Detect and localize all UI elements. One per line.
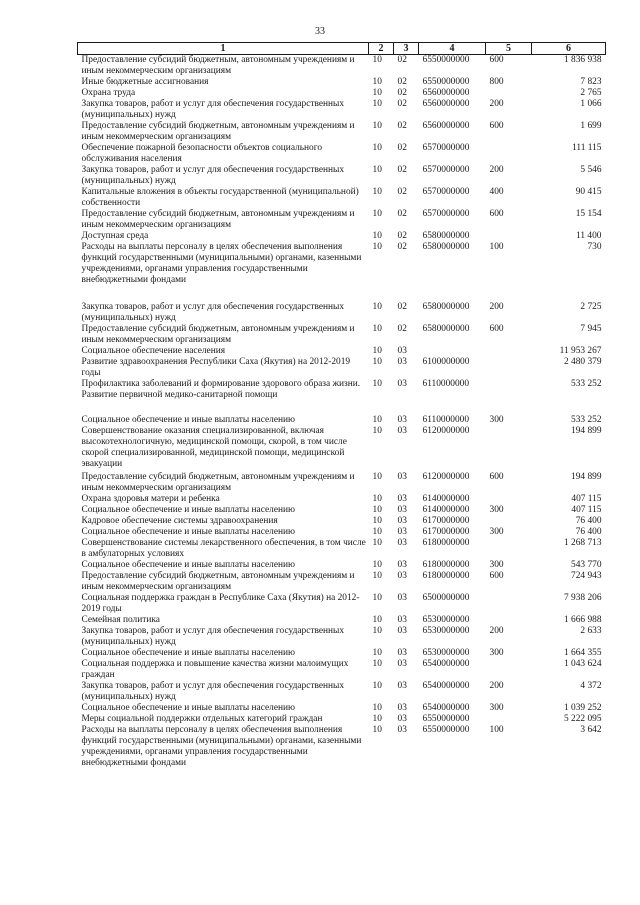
header-col-6: 6: [532, 43, 606, 55]
subsection-cell: 02: [397, 121, 407, 131]
subsection-cell: 03: [397, 560, 407, 570]
name-cell: Социальная поддержка граждан в Республике Саха (Якутия) на 2012-2019 годы: [81, 593, 360, 614]
section-cell: 10: [372, 703, 382, 713]
subsection-cell: 02: [397, 231, 407, 241]
name-cell: Расходы на выплаты персоналу в целях обеспечения выполнения функций государственными (муниципальными) органами, казенными учреждениями, органами управления государственными внебюджетными фондами: [81, 242, 362, 285]
target-article-cell: 6500000000: [422, 593, 470, 603]
amount-cell: 76 400: [575, 516, 602, 526]
name-cell: Меры социальной поддержки отдельных категорий граждан: [81, 714, 323, 724]
subsection-cell: 02: [397, 88, 407, 98]
section-cell: 10: [372, 165, 382, 175]
amount-cell: 15 154: [575, 209, 602, 219]
name-cell: Социальное обеспечение и иные выплаты населению: [81, 415, 296, 425]
table-row: [78, 703, 606, 714]
section-cell: 10: [372, 615, 382, 625]
target-article-cell: 6580000000: [422, 324, 470, 334]
table-row: [78, 472, 606, 494]
expense-type-cell: [486, 143, 532, 165]
expense-type-cell: 300: [489, 648, 504, 658]
section-cell: 10: [372, 527, 382, 537]
name-cell: Предоставление субсидий бюджетным, автономным учреждениям и иным некоммерческим организациям: [81, 324, 355, 345]
target-article-cell: 6550000000: [422, 725, 470, 735]
target-article-cell: 6110000000: [422, 415, 470, 425]
expense-type-cell: 300: [489, 415, 504, 425]
target-article-cell: 6550000000: [422, 714, 470, 724]
section-cell: 10: [372, 626, 382, 636]
target-article-cell: 6530000000: [422, 615, 470, 625]
name-cell: Предоставление субсидий бюджетным, автономным учреждениям и иным некоммерческим организациям: [81, 209, 355, 230]
amount-cell: 1 043 624: [564, 659, 602, 669]
amount-cell: 2 480 379: [564, 357, 602, 367]
subsection-cell: 02: [397, 242, 407, 252]
name-cell: Закупка товаров, работ и услуг для обеспечения государственных (муниципальных) нужд: [81, 165, 345, 186]
table-row: [78, 648, 606, 659]
header-col-3: 3: [394, 43, 419, 55]
table-row: [78, 571, 606, 593]
table-row: [78, 88, 606, 99]
expense-type-cell: [486, 659, 532, 681]
target-article-cell: 6570000000: [422, 209, 470, 219]
name-cell: Предоставление субсидий бюджетным, автономным учреждениям и иным некоммерческим организациям: [81, 55, 355, 76]
target-article-cell: 6180000000: [422, 571, 470, 581]
subsection-cell: 03: [397, 659, 407, 669]
expense-type-cell: [486, 593, 532, 615]
target-article-cell: 6530000000: [422, 626, 470, 636]
subsection-cell: 03: [397, 725, 407, 735]
amount-cell: 724 943: [571, 571, 602, 581]
section-cell: 10: [372, 302, 382, 312]
subsection-cell: 03: [397, 357, 407, 367]
expense-type-cell: 300: [489, 527, 504, 537]
subsection-cell: 03: [397, 538, 407, 548]
table-row: [78, 165, 606, 187]
section-cell: 10: [372, 714, 382, 724]
amount-cell: 2 765: [580, 88, 602, 98]
subsection-cell: 03: [397, 571, 407, 581]
amount-cell: 76 400: [575, 527, 602, 537]
table-row: [78, 77, 606, 88]
expense-type-cell: 600: [489, 571, 504, 581]
expense-type-cell: [486, 714, 532, 725]
amount-cell: 3 642: [580, 725, 602, 735]
table-body: [78, 55, 606, 772]
section-cell: 10: [372, 593, 382, 603]
name-cell: Развитие здравоохранения Республики Саха (Якутия) на 2012-2019 годы: [81, 357, 351, 378]
table-row: [78, 681, 606, 703]
target-article-cell: 6140000000: [422, 494, 470, 504]
expense-type-cell: [486, 231, 532, 242]
section-cell: 10: [372, 659, 382, 669]
target-article-cell: 6170000000: [422, 516, 470, 526]
subsection-cell: 03: [397, 494, 407, 504]
name-cell: Предоставление субсидий бюджетным, автономным учреждениям и иным некоммерческим организациям: [81, 571, 355, 592]
subsection-cell: 03: [397, 415, 407, 425]
name-cell: Закупка товаров, работ и услуг для обеспечения государственных (муниципальных) нужд: [81, 302, 345, 323]
subsection-cell: 03: [397, 379, 407, 389]
subsection-cell: 03: [397, 593, 407, 603]
name-cell: Обеспечение пожарной безопасности объектов социального обслуживания населения: [81, 143, 323, 164]
expense-type-cell: 200: [489, 302, 504, 312]
subsection-cell: 03: [397, 527, 407, 537]
section-cell: 10: [372, 494, 382, 504]
target-article-cell: 6110000000: [422, 379, 470, 389]
table-row: [78, 357, 606, 379]
header-row: [78, 43, 606, 55]
name-cell: Социальное обеспечение и иные выплаты населению: [81, 505, 296, 515]
table-row: [78, 379, 606, 415]
amount-cell: 407 115: [571, 505, 602, 515]
table-row: [78, 187, 606, 209]
section-cell: 10: [372, 121, 382, 131]
subsection-cell: 02: [397, 209, 407, 219]
target-article-cell: 6180000000: [422, 560, 470, 570]
expense-type-cell: [486, 426, 532, 472]
target-article-cell: 6580000000: [422, 231, 470, 241]
name-cell: Предоставление субсидий бюджетным, автономным учреждениям и иным некоммерческим организациям: [81, 121, 355, 142]
expense-type-cell: 300: [489, 505, 504, 515]
section-cell: 10: [372, 379, 382, 389]
name-cell: Доступная среда: [81, 231, 149, 241]
expense-type-cell: [486, 516, 532, 527]
target-article-cell: 6140000000: [422, 505, 470, 515]
section-cell: 10: [372, 231, 382, 241]
table-row: [78, 659, 606, 681]
table-row: [78, 231, 606, 242]
amount-cell: 1 664 355: [564, 648, 602, 658]
name-cell: Закупка товаров, работ и услуг для обеспечения государственных (муниципальных) нужд: [81, 626, 345, 647]
subsection-cell: 03: [397, 346, 407, 356]
page-number: 33: [315, 26, 325, 37]
section-cell: 10: [372, 143, 382, 153]
expense-type-cell: [486, 538, 532, 560]
expense-type-cell: [486, 88, 532, 99]
subsection-cell: 03: [397, 626, 407, 636]
expense-type-cell: [486, 379, 532, 415]
target-article-cell: 6540000000: [422, 659, 470, 669]
name-cell: Социальное обеспечение и иные выплаты населению: [81, 648, 296, 658]
table-row: [78, 593, 606, 615]
expense-type-cell: [486, 346, 532, 357]
section-cell: 10: [372, 99, 382, 109]
subsection-cell: 02: [397, 302, 407, 312]
section-cell: 10: [372, 648, 382, 658]
expense-type-cell: 800: [489, 77, 504, 87]
amount-cell: 2 633: [580, 626, 602, 636]
amount-cell: 1 268 713: [564, 538, 602, 548]
target-article-cell: 6570000000: [422, 165, 470, 175]
section-cell: 10: [372, 472, 382, 482]
name-cell: Охрана труда: [81, 88, 136, 98]
subsection-cell: 03: [397, 615, 407, 625]
expense-type-cell: 200: [489, 626, 504, 636]
amount-cell: 1 039 252: [564, 703, 602, 713]
budget-table: [77, 42, 606, 771]
amount-cell: 1 836 938: [564, 55, 602, 65]
section-cell: 10: [372, 426, 382, 436]
subsection-cell: 03: [397, 714, 407, 724]
table-row: [78, 560, 606, 571]
expense-type-cell: 600: [489, 55, 504, 65]
table-row: [78, 505, 606, 516]
section-cell: 10: [372, 357, 382, 367]
target-article-cell: 6570000000: [422, 187, 470, 197]
subsection-cell: 03: [397, 681, 407, 691]
name-cell: Кадровое обеспечение системы здравоохранения: [81, 516, 278, 526]
expense-type-cell: 100: [489, 242, 504, 252]
expense-type-cell: 100: [489, 725, 504, 735]
amount-cell: 11 400: [576, 231, 602, 241]
name-cell: Профилактика заболеваний и формирование здорового образа жизни. Развитие первичной медико-санитарной помощи: [81, 379, 361, 400]
target-article-cell: 6180000000: [422, 538, 470, 548]
expense-type-cell: [486, 615, 532, 626]
subsection-cell: 02: [397, 187, 407, 197]
expense-type-cell: 300: [489, 560, 504, 570]
amount-cell: 543 770: [571, 560, 602, 570]
name-cell: Предоставление субсидий бюджетным, автономным учреждениям и иным некоммерческим организациям: [81, 472, 355, 493]
amount-cell: 730: [587, 242, 602, 252]
subsection-cell: 03: [397, 703, 407, 713]
amount-cell: 407 115: [571, 494, 602, 504]
target-article-cell: 6530000000: [422, 648, 470, 658]
target-article-cell: 6570000000: [422, 143, 470, 153]
table-row: [78, 242, 606, 302]
target-article-cell: [419, 346, 486, 357]
target-article-cell: 6120000000: [422, 472, 470, 482]
amount-cell: 5 222 095: [564, 714, 602, 724]
name-cell: Социальное обеспечение и иные выплаты населению: [81, 527, 296, 537]
target-article-cell: 6580000000: [422, 242, 470, 252]
header-col-2: 2: [369, 43, 394, 55]
section-cell: 10: [372, 324, 382, 334]
amount-cell: 5 546: [580, 165, 602, 175]
section-cell: 10: [372, 560, 382, 570]
expense-type-cell: 200: [489, 165, 504, 175]
target-article-cell: 6120000000: [422, 426, 470, 436]
header-col-1: 1: [78, 43, 369, 55]
table-row: [78, 302, 606, 324]
section-cell: 10: [372, 346, 382, 356]
section-cell: 10: [372, 516, 382, 526]
section-cell: 10: [372, 88, 382, 98]
expense-type-cell: [486, 494, 532, 505]
subsection-cell: 02: [397, 77, 407, 87]
section-cell: 10: [372, 415, 382, 425]
amount-cell: 1 699: [580, 121, 602, 131]
amount-cell: 533 252: [571, 415, 602, 425]
name-cell: Закупка товаров, работ и услуг для обеспечения государственных (муниципальных) нужд: [81, 99, 345, 120]
expense-type-cell: 400: [489, 187, 504, 197]
amount-cell: 90 415: [575, 187, 602, 197]
subsection-cell: 02: [397, 143, 407, 153]
target-article-cell: 6580000000: [422, 302, 470, 312]
name-cell: Совершенствование оказания специализированной, включая высокотехнологичную, медицинской помощи, скорой, в том числе скорой специализированной, медицинской помощи, медицинской эвакуации: [81, 426, 347, 469]
table-row: [78, 527, 606, 538]
subsection-cell: 03: [397, 648, 407, 658]
table-row: [78, 143, 606, 165]
table-row: [78, 426, 606, 472]
expense-type-cell: [486, 357, 532, 379]
expense-type-cell: 600: [489, 121, 504, 131]
expense-type-cell: 600: [489, 324, 504, 334]
section-cell: 10: [372, 538, 382, 548]
target-article-cell: 6560000000: [422, 121, 470, 131]
target-article-cell: 6550000000: [422, 77, 470, 87]
table-row: [78, 626, 606, 648]
subsection-cell: 02: [397, 55, 407, 65]
section-cell: 10: [372, 187, 382, 197]
expense-type-cell: 200: [489, 99, 504, 109]
amount-cell: 1 066: [580, 99, 602, 109]
subsection-cell: 03: [397, 516, 407, 526]
expense-type-cell: 200: [489, 681, 504, 691]
amount-cell: 11 953 267: [559, 346, 602, 356]
table-row: [78, 516, 606, 527]
target-article-cell: 6550000000: [422, 55, 470, 65]
name-cell: Иные бюджетные ассигнования: [81, 77, 209, 87]
table-row: [78, 55, 606, 78]
table-row: [78, 538, 606, 560]
section-cell: 10: [372, 55, 382, 65]
name-cell: Закупка товаров, работ и услуг для обеспечения государственных (муниципальных) нужд: [81, 681, 345, 702]
name-cell: Совершенствование системы лекарственного обеспечения, в том числе в амбулаторных условиях: [81, 538, 366, 559]
expense-type-cell: 600: [489, 209, 504, 219]
amount-cell: 7 945: [580, 324, 602, 334]
amount-cell: 4 372: [580, 681, 602, 691]
target-article-cell: 6560000000: [422, 99, 470, 109]
table-row: [78, 346, 606, 357]
subsection-cell: 02: [397, 165, 407, 175]
table-row: [78, 725, 606, 771]
section-cell: 10: [372, 242, 382, 252]
subsection-cell: 03: [397, 505, 407, 515]
amount-cell: 194 899: [571, 472, 602, 482]
section-cell: 10: [372, 725, 382, 735]
subsection-cell: 02: [397, 99, 407, 109]
section-cell: 10: [372, 571, 382, 581]
table-row: [78, 99, 606, 121]
header-col-4: 4: [419, 43, 486, 55]
target-article-cell: 6540000000: [422, 681, 470, 691]
target-article-cell: 6540000000: [422, 703, 470, 713]
amount-cell: 111 115: [572, 143, 602, 153]
name-cell: Охрана здоровья матери и ребенка: [81, 494, 220, 504]
subsection-cell: 03: [397, 426, 407, 436]
section-cell: 10: [372, 209, 382, 219]
name-cell: Социальная поддержка и повышение качества жизни малоимущих граждан: [81, 659, 349, 680]
section-cell: 10: [372, 505, 382, 515]
amount-cell: 7 938 206: [564, 593, 602, 603]
amount-cell: 533 252: [571, 379, 602, 389]
amount-cell: 194 899: [571, 426, 602, 436]
section-cell: 10: [372, 77, 382, 87]
table-row: [78, 714, 606, 725]
name-cell: Капитальные вложения в объекты государственной (муниципальной) собственности: [81, 187, 359, 208]
table-row: [78, 324, 606, 346]
name-cell: Социальное обеспечение населения: [81, 346, 226, 356]
name-cell: Семейная политика: [81, 615, 160, 625]
amount-cell: 1 666 988: [564, 615, 602, 625]
table-row: [78, 415, 606, 426]
section-cell: 10: [372, 681, 382, 691]
expense-type-cell: 600: [489, 472, 504, 482]
target-article-cell: 6560000000: [422, 88, 470, 98]
header-col-5: 5: [486, 43, 532, 55]
target-article-cell: 6170000000: [422, 527, 470, 537]
table-row: [78, 615, 606, 626]
subsection-cell: 02: [397, 324, 407, 334]
subsection-cell: 03: [397, 472, 407, 482]
table-row: [78, 494, 606, 505]
target-article-cell: 6100000000: [422, 357, 470, 367]
name-cell: Социальное обеспечение и иные выплаты населению: [81, 560, 296, 570]
amount-cell: 7 823: [580, 77, 602, 87]
expense-type-cell: 300: [489, 703, 504, 713]
name-cell: Расходы на выплаты персоналу в целях обеспечения выполнения функций государственными (муниципальными) органами, казенными учреждениями, органами управления государственными внебюджетными фондами: [81, 725, 362, 768]
amount-cell: 2 725: [580, 302, 602, 312]
name-cell: Социальное обеспечение и иные выплаты населению: [81, 703, 296, 713]
table-row: [78, 121, 606, 143]
table-row: [78, 209, 606, 231]
